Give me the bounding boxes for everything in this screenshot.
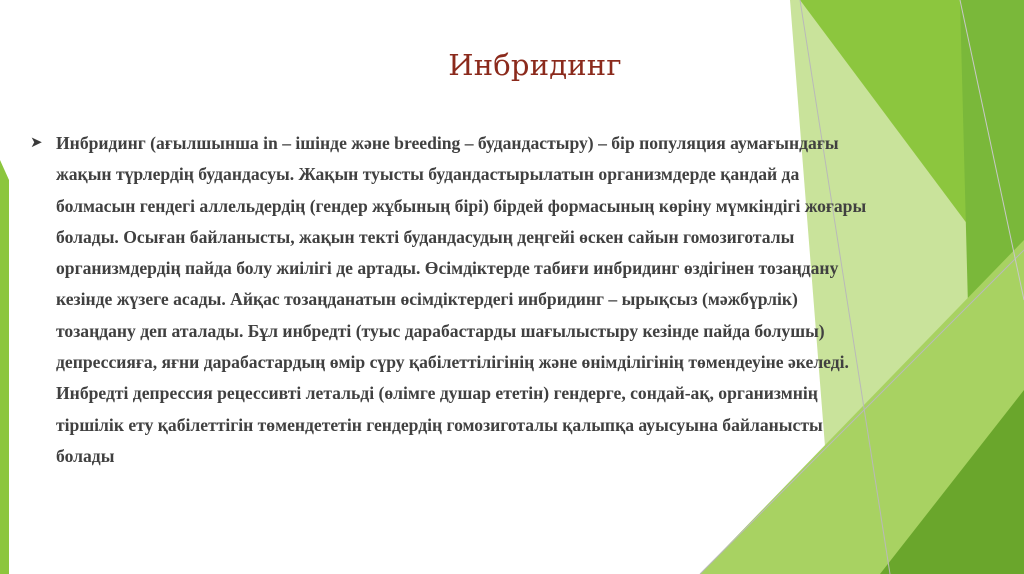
paragraph-line: болады. Осыған байланысты, жақын текті будандасудың деңгейі өскен сайын гомозиготалы [56, 226, 795, 247]
paragraph [56, 128, 960, 472]
arrow-bullet-icon: ➤ [30, 133, 43, 151]
paragraph-line: Инбредті депрессия рецессивті летальді (өлімге душар ететін) гендерге, сондай-ақ, организмнің [56, 383, 818, 404]
paragraph-line: тіршілік ету қабілеттігін төмендететін гендердің гомозиготалы қалыпқа ауысуына байланысты [56, 414, 823, 435]
paragraph-line: болмасын гендегі аллельдердің (гендер жұбының бірі) бірдей формасының көріну мүмкіндігі жоғары [56, 195, 867, 216]
paragraph-line: тозаңдану деп аталады. Бұл инбредті (туыс дарабастарды шағылыстыру кезінде пайда болушы) [56, 320, 825, 341]
paragraph-line: жақын түрлердің будандасуы. Жақын туысты будандастырылатын организмдерде қандай да [56, 164, 800, 185]
paragraph-line: организмдердің пайда болу жиілігі де артады. Өсімдіктерде табиғи инбридинг өздігінен тозаңдану [56, 258, 839, 279]
content-block [30, 128, 960, 472]
paragraph-line: кезінде жүзеге асады. Айқас тозаңданатын өсімдіктердегі инбридинг – ырықсыз (мәжбүрлік) [56, 289, 798, 310]
paragraph-line: Инбридинг (ағылшынша in – ішінде және breeding – будандастыру) – бір популяция аумағындағы [56, 133, 839, 153]
paragraph-line: депрессияға, яғни дарабастардың өмір сүру қабілеттілігінің және өнімділігінің төмендеуіне әкеледі. [56, 352, 849, 373]
paragraph-line: болады [56, 445, 115, 466]
page-title: Инбридинг [448, 48, 622, 82]
